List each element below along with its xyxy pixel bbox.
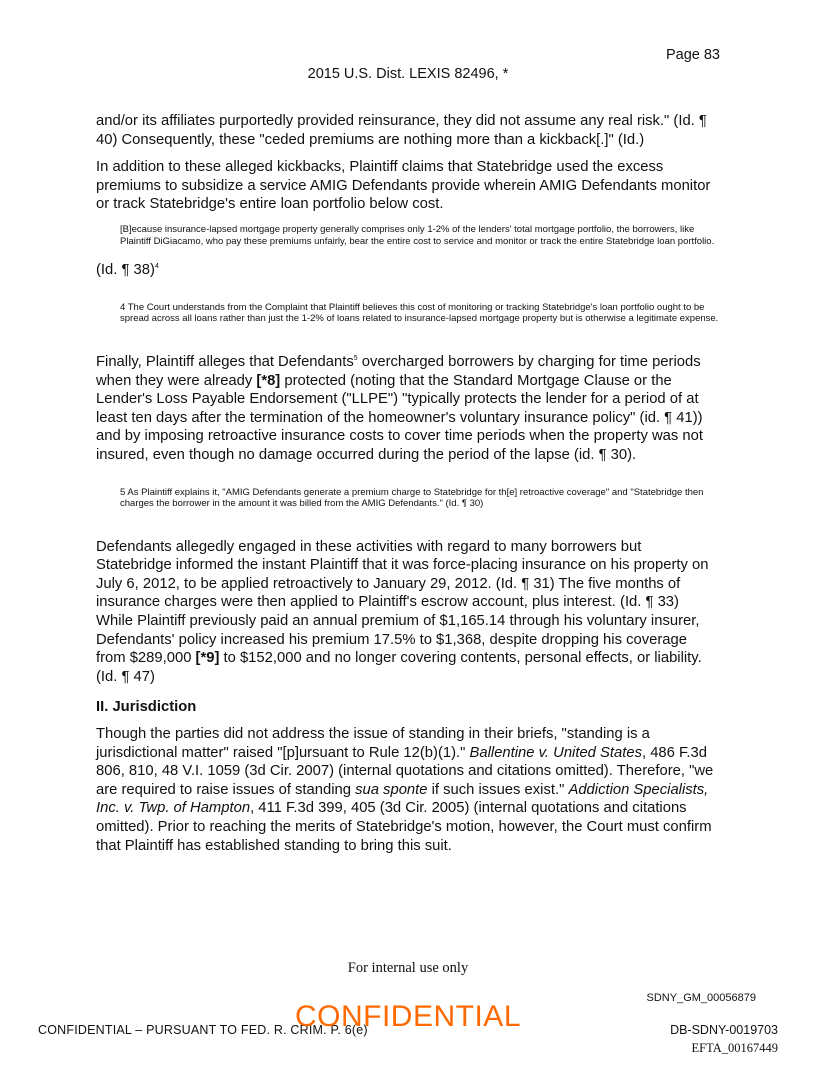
id-cite: (Id. ¶ 38) (96, 262, 155, 279)
text-run: to $152,000 and no longer covering contents, personal effects, or liability. (Id. ¶ 47) (96, 650, 702, 685)
text-run: protected (noting that the Standard Mortgage Clause or the Lender's Loss Payable Endorsement ("LLPE") "typically protects the lender for a period of at least ten days after the termination of the homeowner's voluntary insurance policy" (id. ¶ 41)) and by imposing retroactive insurance costs to cover time periods when the property was not insured, even though no damage occurred during the period of the lapse (id. ¶ 30). (96, 372, 703, 463)
latin-term: sua sponte (355, 781, 428, 798)
footnote-4: 4 The Court understands from the Complaint that Plaintiff believes this cost of monitoring or tracking Statebridge's loan portfolio ought to be spread across all loans rather than just the 1-2% of loans related to insurance-lapsed mortgage property but is otherwise a legitimate expense. (120, 301, 719, 325)
text-run: , 411 F.3d 399, 405 (3d Cir. 2005) (internal quotations and citations omitted). Prior to reaching the merits of Statebridge's motion, however, the Court must confirm that Plaintiff has established standing to bring this suit. (96, 800, 712, 854)
footnote-ref-5[interactable]: 5 (353, 355, 358, 363)
paragraph-3 (96, 261, 720, 280)
text-run: overcharged borrowers by charging for time periods when they were already (96, 353, 701, 389)
document-body (96, 112, 720, 864)
case-name-addiction: Addiction Specialists, Inc. v. Twp. of Hampton (96, 781, 709, 817)
text-run: Finally, Plaintiff alleges that Defendants (96, 353, 354, 370)
paragraph-1: and/or its affiliates purportedly provided reinsurance, they did not assume any real risk." (Id. ¶ 40) Consequently, these "ceded premiums are nothing more than a kickback[.]" (Id.) (96, 113, 707, 148)
case-citation: 2015 U.S. Dist. LEXIS 82496, * (307, 66, 509, 82)
page-number: Page 83 (665, 47, 720, 63)
paragraph-2: In addition to these alleged kickbacks, Plaintiff claims that Statebridge used the excess premiums to subsidize a service AMIG Defendants provide wherein AMIG Defendants monitor or track Statebridge's entire loan portfolio below cost. (96, 159, 711, 213)
internal-use-notice: For internal use only (347, 960, 469, 976)
paragraph-5 (96, 538, 720, 687)
star-page-8: [*8] (256, 372, 281, 389)
star-page-9: [*9] (195, 650, 220, 667)
block-quote: [B]ecause insurance-lapsed mortgage property generally comprises only 1-2% of the lenders' total mortgage portfolio, the borrowers, like Plaintiff DiGiacamo, who pay these premiums unfairly, bear the entire cost to service and monitor or track the entire Statebridge loan portfolio. (120, 223, 715, 247)
footnote-ref-4[interactable]: 4 (154, 263, 159, 271)
text-run: if such issues exist." (427, 781, 569, 798)
case-name-ballentine: Ballentine v. United States (469, 744, 642, 761)
text-run: , 486 F.3d 806, 810, 48 V.I. 1059 (3d Cir. 2007) (internal quotations and citations omitted). Therefore, "we are required to raise issues of standing (96, 744, 714, 798)
text-run: Though the parties did not address the issue of standing in their briefs, "standing is a jurisdictional matter" raised "[p]ursuant to Rule 12(b)(1)." (96, 726, 650, 761)
confidential-stamp: CONFIDENTIAL (294, 1000, 522, 1033)
footnote-5: 5 As Plaintiff explains it, "AMIG Defendants generate a premium charge to Statebridge for th[e] retroactive coverage" and "Statebridge then charges the borrower in the amount it was billed from the AMIG Defendants." (Id. ¶ 30) (120, 486, 704, 510)
paragraph-4 (96, 353, 720, 465)
bates-number-small: SDNY_GM_00056879 (646, 992, 756, 1004)
paragraph-6 (96, 725, 720, 855)
section-heading: II. Jurisdiction (96, 699, 197, 716)
bates-number-right: DB-SDNY-0019703 (670, 1023, 778, 1037)
text-run: Defendants allegedly engaged in these activities with regard to many borrowers but Statebridge informed the instant Plaintiff that it was force-placing insurance on his property on July 6, 2012, to be applied retroactively to January 29, 2012. (Id. ¶ 31) The five months of insurance charges were then applied to Plaintiff's escrow account, plus interest. (Id. ¶ 33) While Plaintiff previously paid an annual premium of $1,165.14 through his voluntary insurer, Defendants' policy increased his premium 17.5% to $1,368, despite dropping his coverage from $289,000 (96, 538, 709, 667)
confidential-notice: CONFIDENTIAL – PURSUANT TO FED. R. CRIM. P. 6(e) (38, 1023, 368, 1037)
efta-number: EFTA_00167449 (691, 1041, 778, 1055)
